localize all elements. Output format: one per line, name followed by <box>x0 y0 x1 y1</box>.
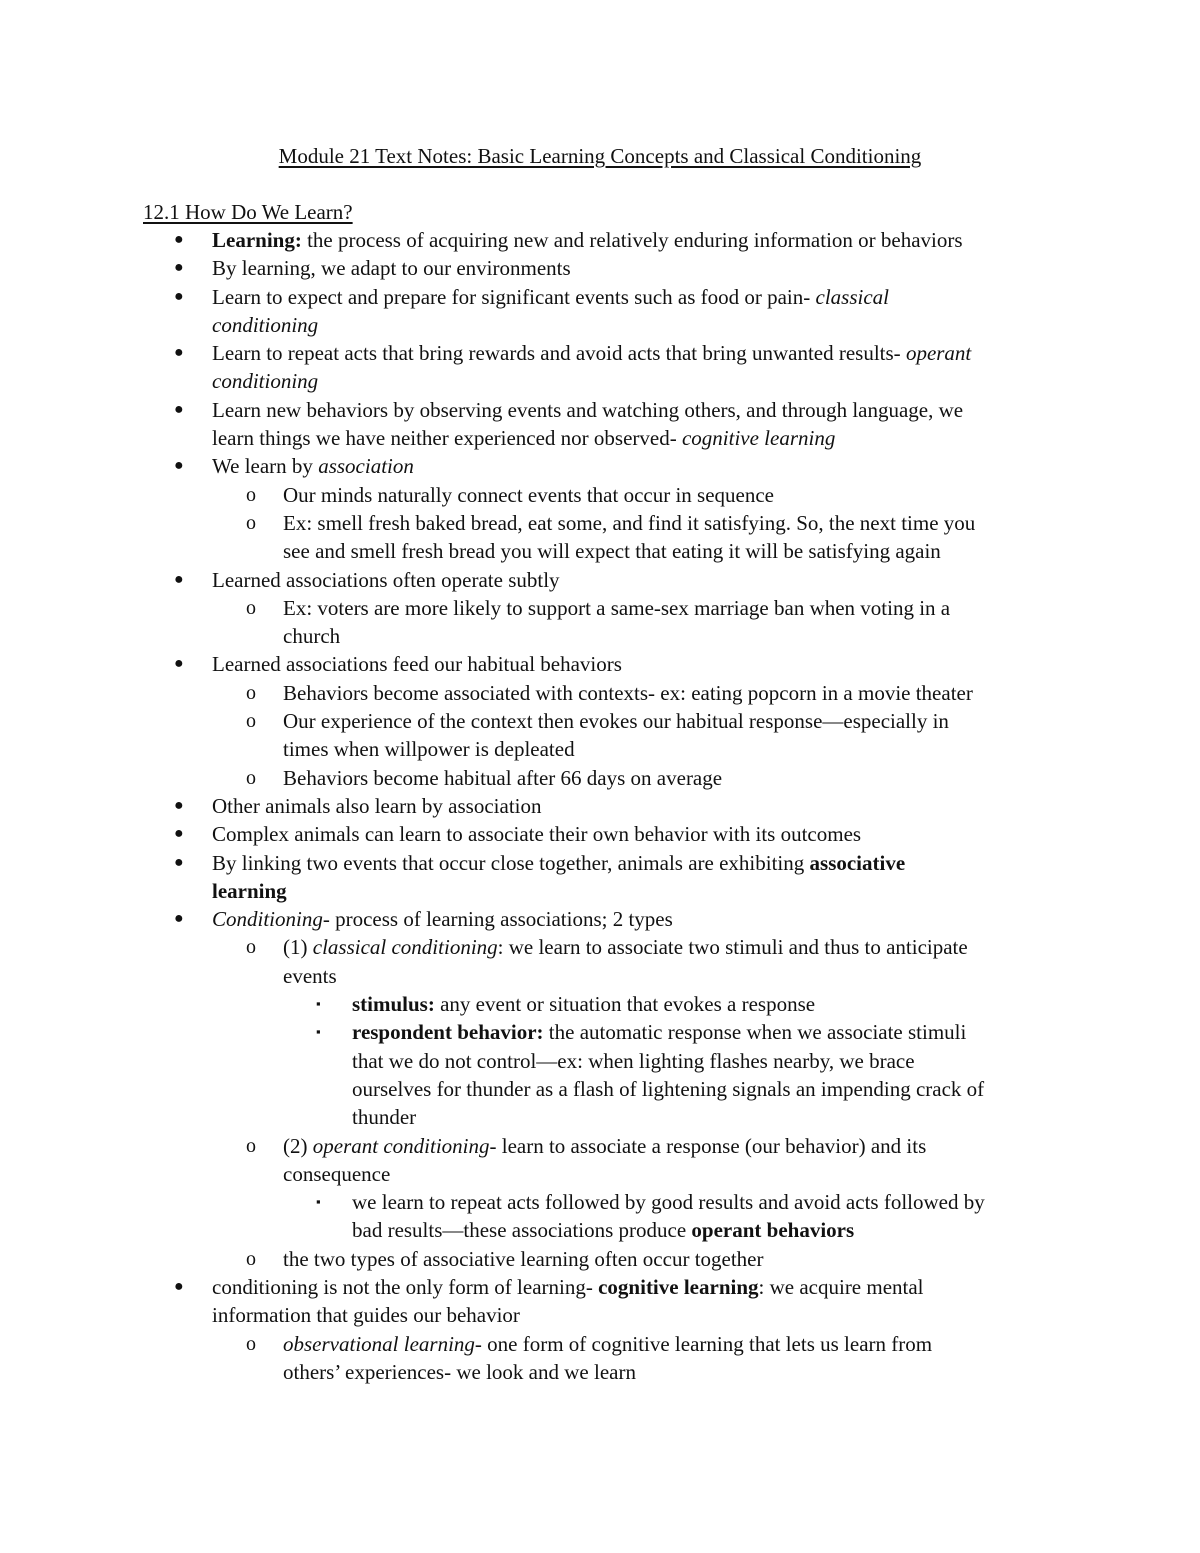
note-text: Ex: smell fresh baked bread, eat some, and find it satisfying. So, the next time you see and smell fresh bread you will expect that eating it will be satisfying again <box>283 510 976 564</box>
bold-term: cognitive learning <box>598 1274 759 1299</box>
note-text: Our experience of the context then evokes our habitual response—especially in times when willpower is depleated <box>283 709 949 762</box>
italic-term: classical conditioning <box>312 935 498 960</box>
bullet-icon: ● <box>174 825 184 843</box>
note-item-level-2 <box>0 1132 1058 1189</box>
italic-term: association <box>318 454 414 479</box>
note-text: Complex animals can learn to associate their own behavior with its outcomes <box>212 822 862 847</box>
note-text: Learn to repeat acts that bring rewards and avoid acts that bring unwanted results- <box>212 341 906 366</box>
section-heading: 12.1 How Do We Learn? <box>143 200 353 224</box>
note-text: : we learn to associate two stimuli and thus to anticipate events <box>283 935 968 988</box>
bullet-icon: ● <box>174 910 184 928</box>
italic-term: operant conditioning <box>212 341 972 394</box>
note-text: By learning, we adapt to our environments <box>212 256 571 281</box>
bullet-icon: ● <box>174 655 184 673</box>
note-item-level-3 <box>0 990 1062 1018</box>
note-text: We learn by <box>212 454 319 479</box>
square-bullet-icon: ▪ <box>316 1024 321 1040</box>
note-item-level-1 <box>0 254 1062 282</box>
note-text: (2) <box>283 1133 313 1158</box>
note-text: the process of acquiring new and relatively enduring information or behaviors <box>301 228 963 252</box>
note-item-level-1 <box>0 1273 1062 1330</box>
circle-bullet-icon: o <box>246 596 256 619</box>
bold-term: respondent behavior: <box>352 1020 544 1045</box>
note-item-level-2 <box>0 933 1058 990</box>
note-text: Learn to expect and prepare for significant events such as food or pain- <box>212 284 816 309</box>
note-item-level-1 <box>0 396 1062 453</box>
note-text: Learned associations feed our habitual behaviors <box>212 652 622 677</box>
bullet-icon: ● <box>174 344 184 362</box>
note-text: conditioning is not the only form of learning- <box>212 1274 599 1299</box>
note-text: Behaviors become associated with contexts- ex: eating popcorn in a movie theater <box>283 680 973 705</box>
circle-bullet-icon: o <box>246 1134 256 1157</box>
bullet-icon: ● <box>174 796 184 814</box>
note-item-level-1 <box>0 849 1062 906</box>
note-item-level-2 <box>0 509 1058 566</box>
bullet-icon: ● <box>174 287 184 305</box>
circle-bullet-icon: o <box>246 936 256 959</box>
italic-term: Conditioning <box>212 907 323 932</box>
bullet-icon: ● <box>174 457 184 475</box>
note-item-level-1 <box>0 339 1062 396</box>
note-text: - learn to associate a response (our behavior) and its consequence <box>283 1133 927 1186</box>
note-text: - one form of cognitive learning that lets us learn from others’ experiences- we look and we learn <box>283 1331 933 1384</box>
document-title: Module 21 Text Notes: Basic Learning Concepts and Classical Conditioning <box>278 144 922 168</box>
square-bullet-icon: ▪ <box>316 996 321 1012</box>
note-item-level-2 <box>0 679 1058 707</box>
note-text: Behaviors become habitual after 66 days on average <box>283 765 723 790</box>
note-item-level-1 <box>0 226 1062 254</box>
note-item-level-2 <box>0 1330 1058 1387</box>
note-text: we learn to repeat acts followed by good results and avoid acts followed by bad results—these associations produce <box>352 1190 985 1243</box>
bold-term: stimulus: <box>352 992 435 1017</box>
note-item-level-2 <box>0 481 1058 509</box>
square-bullet-icon: ▪ <box>316 1194 321 1210</box>
note-item-level-1 <box>0 792 1062 820</box>
note-text: Learned associations often operate subtly <box>212 567 560 592</box>
note-text: any event or situation that evokes a response <box>434 992 816 1017</box>
note-item-level-2 <box>0 1245 1058 1273</box>
note-item-level-1 <box>0 452 1062 480</box>
italic-term: operant conditioning <box>312 1133 490 1158</box>
note-text: the automatic response when we associate stimuli that we do not control—ex: when lighting flashes nearby, we brace ourselves for thunder as a flash of lightening signals an impending crack of thunder <box>352 1020 985 1130</box>
note-item-level-2 <box>0 764 1058 792</box>
circle-bullet-icon: o <box>246 710 256 733</box>
circle-bullet-icon: o <box>246 681 256 704</box>
bullet-icon: ● <box>174 259 184 277</box>
bullet-icon: ● <box>174 853 184 871</box>
note-item-level-3 <box>0 1018 1062 1131</box>
bold-term: Learning: <box>212 228 302 252</box>
circle-bullet-icon: o <box>246 483 256 506</box>
note-text: the two types of associative learning often occur together <box>283 1246 764 1271</box>
italic-term: cognitive learning <box>681 426 836 451</box>
note-item-level-1 <box>0 905 1062 933</box>
italic-term: observational learning <box>283 1331 475 1356</box>
bullet-icon: ● <box>174 400 184 418</box>
bullet-icon: ● <box>174 231 184 248</box>
note-text: (1) <box>283 935 313 960</box>
bullet-icon: ● <box>174 570 184 588</box>
note-item-level-2 <box>0 594 1058 651</box>
note-item-level-2 <box>0 707 1058 764</box>
bullet-icon: ● <box>174 1277 184 1295</box>
note-text: Learn new behaviors by observing events and watching others, and through language, we learn things we have neither experienced nor observed- <box>212 397 964 451</box>
note-text: Ex: voters are more likely to support a same-sex marriage ban when voting in a church <box>283 595 951 649</box>
note-text: By linking two events that occur close together, animals are exhibiting <box>212 850 810 875</box>
note-item-level-1 <box>0 820 1062 848</box>
note-text: Other animals also learn by association <box>212 793 542 818</box>
note-item-level-1 <box>0 283 1062 340</box>
circle-bullet-icon: o <box>246 1247 256 1270</box>
notes-list <box>0 226 1200 1386</box>
circle-bullet-icon: o <box>246 511 256 534</box>
note-text: : we acquire mental information that guides our behavior <box>212 1274 924 1328</box>
circle-bullet-icon: o <box>246 766 256 789</box>
note-item-level-3 <box>0 1188 1062 1245</box>
note-item-level-1 <box>0 566 1062 594</box>
note-text: Our minds naturally connect events that occur in sequence <box>283 482 774 507</box>
bold-term: associative learning <box>212 850 906 903</box>
circle-bullet-icon: o <box>246 1332 256 1355</box>
note-item-level-1 <box>0 650 1062 678</box>
italic-term: classical conditioning <box>212 284 890 337</box>
note-text: - process of learning associations; 2 types <box>322 907 673 932</box>
bold-term: operant behaviors <box>691 1218 855 1243</box>
